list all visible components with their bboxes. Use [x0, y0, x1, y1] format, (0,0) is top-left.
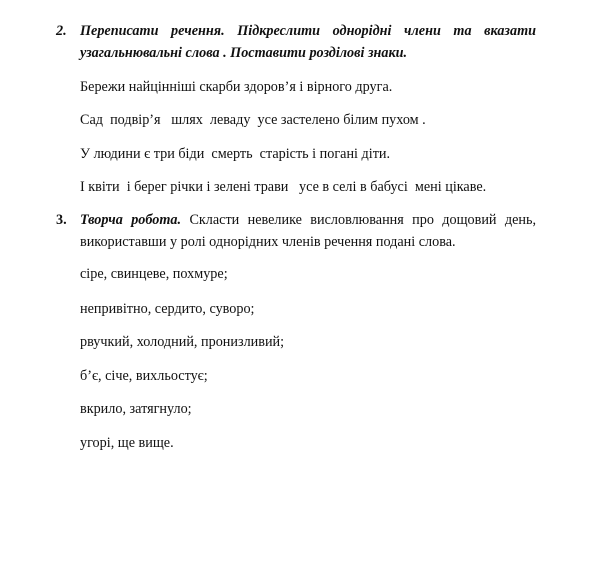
task-3-word-group: сіре, свинцеве, похмуре; — [80, 266, 228, 282]
task-3-word-group: б’є, січе, вихльостує; — [80, 368, 208, 384]
task-2-heading-text: Переписати речення. Підкреслити однорідні члени та вказати узагальнювальні слова . Поставити розділові знаки. — [80, 23, 536, 61]
task-2-sentence: Бережи найцінніші скарби здоров’я і вірного друга. — [80, 79, 393, 95]
task-2 — [56, 20, 536, 64]
task-3-title: Творча робота. — [80, 212, 182, 228]
task-2-number: 2. — [56, 23, 67, 39]
task-3-word-group: непривітно, сердито, суворо; — [80, 301, 255, 317]
task-2-sentence: І квіти і берег річки і зелені трави усе в селі в бабусі мені цікаве. — [80, 179, 487, 195]
task-3 — [56, 209, 536, 253]
task-2-heading — [56, 20, 536, 64]
task-2-sentence: Сад подвір’я шлях леваду усе застелено білим пухом . — [80, 112, 426, 128]
task-3-instruction: Скласти невелике висловлювання про дощовий день, використавши у ролі однорідних членів речення подані слова. — [80, 212, 536, 250]
task-3-heading — [56, 209, 536, 253]
task-3-word-group: угорі, ще вище. — [80, 435, 174, 451]
task-2-sentence: У людини є три біди смерть старість і погані діти. — [80, 146, 391, 162]
task-3-word-group: рвучкий, холодний, пронизливий; — [80, 334, 285, 350]
task-3-number: 3. — [56, 212, 67, 228]
task-3-word-group: вкрило, затягнуло; — [80, 401, 192, 417]
